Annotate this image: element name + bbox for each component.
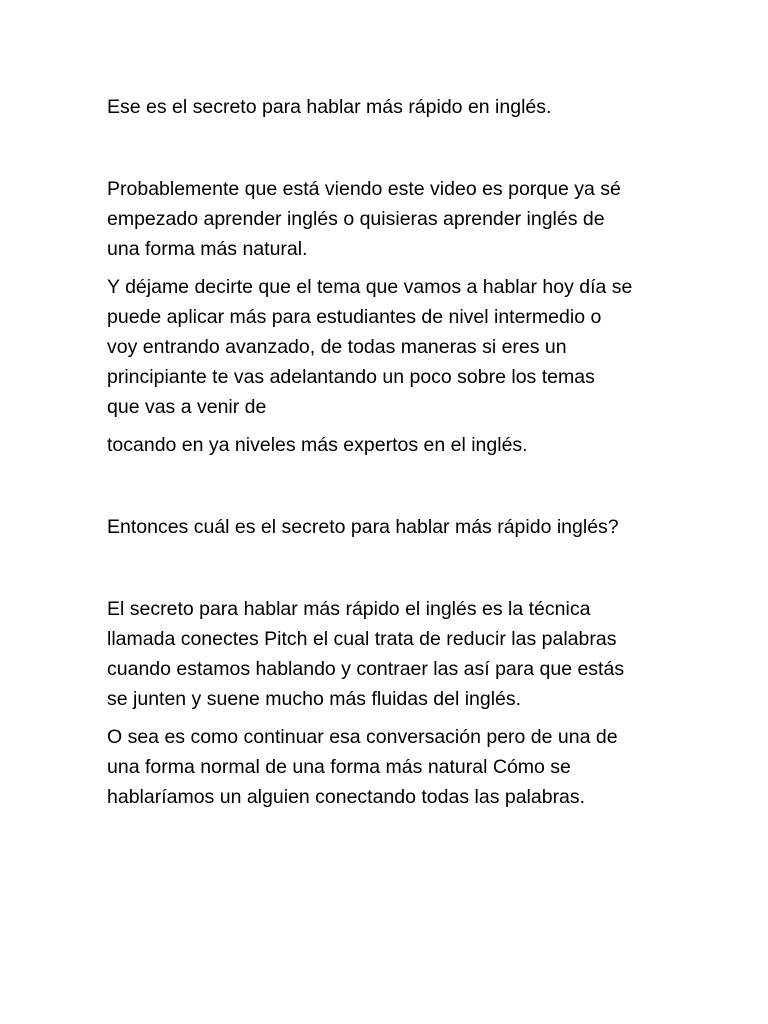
paragraph-line: Entonces cuál es el secreto para hablar más rápido inglés? xyxy=(107,516,619,538)
document-body xyxy=(107,92,667,812)
paragraph-line: Probablemente que está viendo este video es porque ya sé xyxy=(107,178,621,200)
paragraph-2 xyxy=(107,174,667,264)
paragraph-line: una forma más natural. xyxy=(107,238,308,260)
paragraph-line: se junten y suene mucho más fluidas del inglés. xyxy=(107,688,522,710)
paragraph-line: voy entrando avanzado, de todas maneras si eres un xyxy=(107,336,567,358)
paragraph-line: puede aplicar más para estudiantes de nivel intermedio o xyxy=(107,306,602,328)
paragraph-line: que vas a venir de xyxy=(107,396,267,418)
paragraph-line: tocando en ya niveles más expertos en el inglés. xyxy=(107,434,528,456)
paragraph-6 xyxy=(107,594,667,714)
paragraph-spacer xyxy=(107,460,667,512)
paragraph-spacer xyxy=(107,714,667,722)
paragraph-spacer xyxy=(107,542,667,594)
paragraph-line: cuando estamos hablando y contraer las así para que estás xyxy=(107,658,625,680)
paragraph-line: Y déjame decirte que el tema que vamos a hablar hoy día se xyxy=(107,276,633,298)
paragraph-line: empezado aprender inglés o quisieras aprender inglés de xyxy=(107,208,605,230)
paragraph-5 xyxy=(107,512,667,542)
paragraph-line: llamada conectes Pitch el cual trata de reducir las palabras xyxy=(107,628,617,650)
paragraph-3 xyxy=(107,272,667,422)
paragraph-line: una forma normal de una forma más natural Cómo se xyxy=(107,756,571,778)
paragraph-7 xyxy=(107,722,667,812)
paragraph-4 xyxy=(107,430,667,460)
paragraph-line: O sea es como continuar esa conversación pero de una de xyxy=(107,726,618,748)
paragraph-spacer xyxy=(107,422,667,430)
paragraph-line: El secreto para hablar más rápido el inglés es la técnica xyxy=(107,598,591,620)
paragraph-spacer xyxy=(107,122,667,174)
paragraph-line: Ese es el secreto para hablar más rápido en inglés. xyxy=(107,96,552,118)
paragraph-spacer xyxy=(107,264,667,272)
paragraph-line: principiante te vas adelantando un poco sobre los temas xyxy=(107,366,595,388)
paragraph-line: hablaríamos un alguien conectando todas las palabras. xyxy=(107,786,586,808)
paragraph-1 xyxy=(107,92,667,122)
